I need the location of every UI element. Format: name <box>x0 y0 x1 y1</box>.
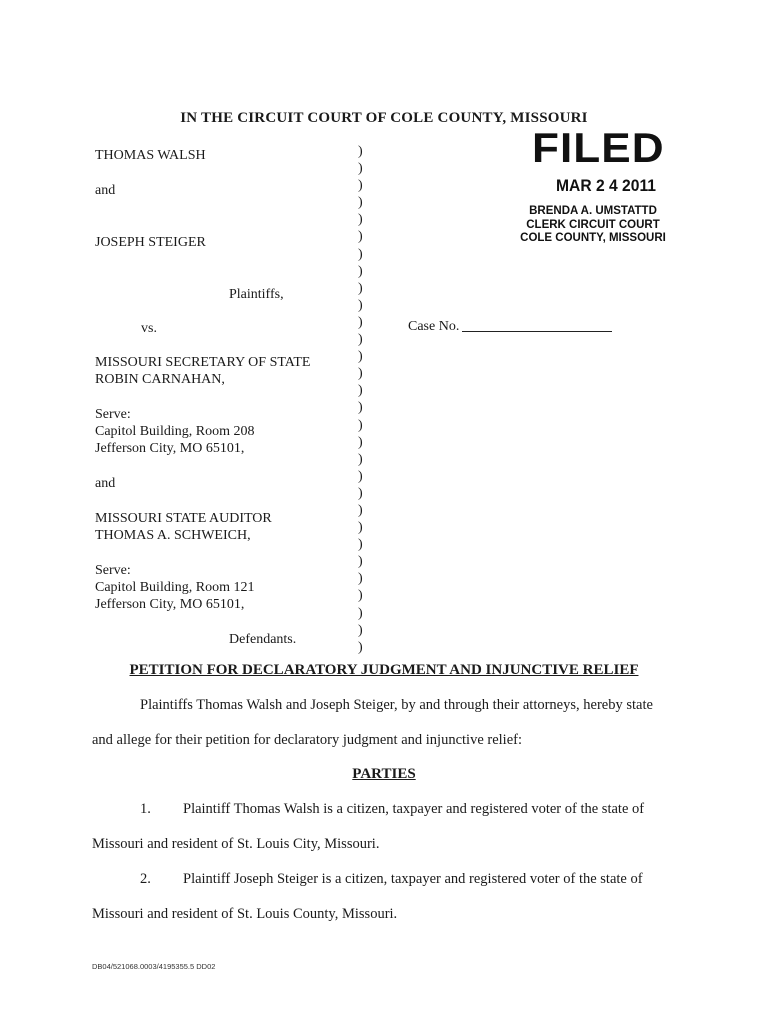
filed-date: MAR 2 4 2011 <box>556 176 656 195</box>
caption-bracket: ) <box>358 144 363 159</box>
clerk-county: COLE COUNTY, MISSOURI <box>520 232 666 244</box>
caption-bracket: ) <box>358 246 363 262</box>
defendant-1-title: MISSOURI SECRETARY OF STATE <box>95 355 311 370</box>
paragraph-1-line-1: Plaintiff Thomas Walsh is a citizen, taxpayer and registered voter of the state of <box>183 801 645 817</box>
caption-bracket: ) <box>358 366 363 382</box>
serve-1-address-line1: Capitol Building, Room 208 <box>95 424 255 439</box>
caption-bracket: ) <box>358 229 363 245</box>
plaintiffs-label: Plaintiffs, <box>229 287 284 302</box>
clerk-title: CLERK CIRCUIT COURT <box>526 218 660 231</box>
defendant-2-title: MISSOURI STATE AUDITOR <box>95 511 272 526</box>
caption-bracket: ) <box>358 485 363 501</box>
intro-line-1: Plaintiffs Thomas Walsh and Joseph Steiger, by and through their attorneys, hereby state <box>140 697 653 713</box>
case-number-blank <box>462 331 612 332</box>
caption-and-2: and <box>95 476 116 491</box>
parties-heading: PARTIES <box>352 766 416 782</box>
document-reference-footer: DB04/521068.0003/4195355.5 DD02 <box>92 962 216 971</box>
caption-bracket: ) <box>358 639 363 655</box>
caption-bracket: ) <box>358 280 363 296</box>
caption-bracket-column <box>358 143 372 656</box>
serve-1-address-line2: Jefferson City, MO 65101, <box>95 441 245 456</box>
plaintiff-name-1: THOMAS WALSH <box>95 148 206 163</box>
petition-title: PETITION FOR DECLARATORY JUDGMENT AND INJUNCTIVE RELIEF <box>129 662 639 678</box>
serve-2-address-line2: Jefferson City, MO 65101, <box>95 597 245 612</box>
caption-and-1: and <box>95 183 116 198</box>
paragraph-1-line-2: Missouri and resident of St. Louis City, Missouri. <box>92 836 380 852</box>
paragraph-2-number: 2. <box>140 871 151 887</box>
court-title: IN THE CIRCUIT COURT OF COLE COUNTY, MISSOURI <box>180 110 588 126</box>
caption-bracket: ) <box>358 622 363 638</box>
caption-bracket: ) <box>358 383 363 399</box>
case-number-label: Case No. <box>408 319 460 334</box>
defendants-label: Defendants. <box>229 632 297 647</box>
filed-stamp: FILED <box>532 124 665 171</box>
caption-bracket: ) <box>358 349 363 365</box>
caption-bracket: ) <box>358 451 363 467</box>
versus-label: vs. <box>141 321 157 336</box>
clerk-stamp <box>508 205 678 246</box>
caption-bracket: ) <box>358 502 363 518</box>
caption-bracket: ) <box>358 400 363 416</box>
caption-bracket: ) <box>358 571 363 587</box>
caption-bracket: ) <box>358 588 363 604</box>
paragraph-1-number: 1. <box>140 801 151 817</box>
defendant-2-name: THOMAS A. SCHWEICH, <box>95 528 251 543</box>
intro-line-2: and allege for their petition for declaratory judgment and injunctive relief: <box>92 732 523 748</box>
caption-bracket: ) <box>358 212 363 228</box>
caption-bracket: ) <box>358 314 363 330</box>
caption-bracket: ) <box>358 468 363 484</box>
caption-bracket: ) <box>358 537 363 553</box>
defendant-1-name: ROBIN CARNAHAN, <box>95 372 225 387</box>
caption-bracket: ) <box>358 605 363 621</box>
caption-bracket: ) <box>358 520 363 536</box>
paragraph-2-line-1: Plaintiff Joseph Steiger is a citizen, taxpayer and registered voter of the state of <box>183 871 643 887</box>
serve-2-address-line1: Capitol Building, Room 121 <box>95 580 255 595</box>
caption-bracket: ) <box>358 332 363 348</box>
caption-bracket: ) <box>358 178 363 194</box>
caption-bracket: ) <box>358 554 363 570</box>
caption-bracket: ) <box>358 417 363 433</box>
caption-bracket: ) <box>358 161 363 177</box>
caption-bracket: ) <box>358 263 363 279</box>
clerk-name: BRENDA A. UMSTATTD <box>529 205 657 217</box>
serve-2-label: Serve: <box>95 563 131 578</box>
serve-1-label: Serve: <box>95 407 131 422</box>
caption-bracket: ) <box>358 195 363 211</box>
caption-bracket: ) <box>358 434 363 450</box>
caption-bracket: ) <box>358 297 363 313</box>
paragraph-2-line-2: Missouri and resident of St. Louis County, Missouri. <box>92 906 398 922</box>
plaintiff-name-2: JOSEPH STEIGER <box>95 235 206 250</box>
